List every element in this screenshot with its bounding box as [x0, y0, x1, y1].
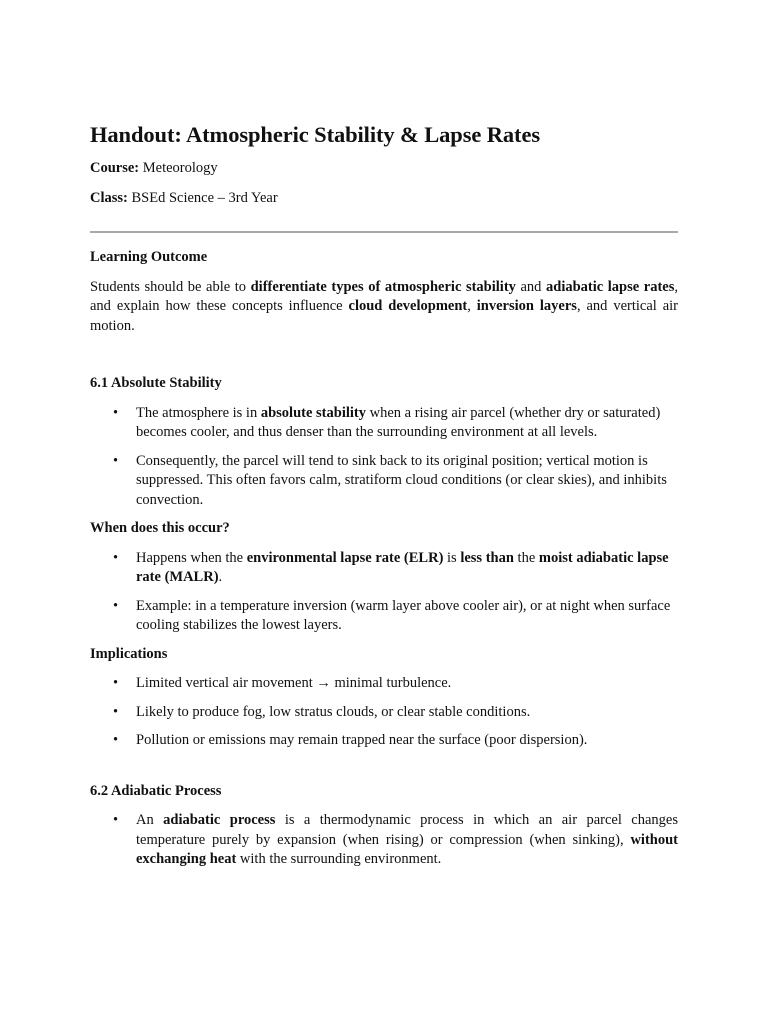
- text-run: An: [136, 812, 164, 828]
- text-run: Limited vertical air movement → minimal turbulence.: [136, 675, 452, 691]
- implications-heading: Implications: [90, 645, 168, 662]
- document-body: [90, 248, 678, 870]
- bullet-icon: •: [113, 703, 119, 720]
- list-item: [90, 811, 678, 870]
- adiabatic-list: [90, 811, 678, 870]
- implications-list: [90, 674, 678, 751]
- list-item: [90, 452, 678, 511]
- text-run: Pollution or emissions may remain trapped near the surface (poor dispersion).: [136, 732, 588, 748]
- text-run: is a thermodynamic process in which an air parcel changes temperature purely by expansion (when rising) or compression (when sinking),: [136, 812, 678, 848]
- bullet-icon: •: [113, 404, 119, 421]
- bullet-icon: •: [113, 597, 119, 614]
- bullet-icon: •: [113, 452, 119, 469]
- bold-run: adiabatic lapse rates: [546, 278, 675, 295]
- text-run: Example: in a temperature inversion (warm layer above cooler air), or at night when surface cooling stabilizes the lowest layers.: [136, 597, 671, 633]
- section-6-1-heading: 6.1 Absolute Stability: [90, 375, 222, 391]
- list-item: [90, 674, 678, 694]
- text-run: is: [443, 549, 461, 566]
- list-item: [90, 703, 678, 723]
- when-list: [90, 549, 678, 636]
- bold-run: inversion layers: [476, 298, 577, 314]
- list-item: [90, 549, 678, 588]
- text-run: , and explain how these concepts influence: [90, 278, 678, 314]
- bold-run: differentiate types of atmospheric stability: [250, 278, 516, 295]
- class-line: [90, 190, 278, 207]
- learning-outcome-paragraph: [90, 278, 678, 337]
- text-run: ,: [467, 298, 477, 314]
- text-run: Students should be able to: [90, 278, 251, 295]
- bold-run: adiabatic process: [163, 812, 276, 828]
- text-run: and: [515, 278, 546, 295]
- list-item: [90, 597, 678, 636]
- bold-run: moist adiabatic lapse rate (MALR): [136, 549, 669, 585]
- bullet-icon: •: [113, 549, 119, 566]
- absolute-stability-list: [90, 404, 678, 511]
- text-run: .: [218, 569, 223, 585]
- class-value: BSEd Science – 3rd Year: [127, 190, 278, 206]
- bold-run: less than: [460, 549, 514, 566]
- divider: [90, 231, 678, 233]
- bold-run: absolute stability: [260, 404, 366, 421]
- learning-outcome-heading: Learning Outcome: [90, 249, 208, 265]
- text-run: , and vertical air motion.: [90, 298, 679, 334]
- bullet-icon: •: [113, 732, 119, 748]
- section-6-2-heading: 6.2 Adiabatic Process: [90, 782, 222, 799]
- bullet-icon: •: [113, 675, 119, 691]
- text-run: Likely to produce fog, low stratus clouds, or clear stable conditions.: [136, 703, 531, 720]
- text-run: Consequently, the parcel will tend to sink back to its original position; vertical motion is suppressed. This often favors calm, stratiform cloud conditions (or clear skies), and inhibits convection.: [136, 452, 667, 508]
- text-run: The atmosphere is in: [136, 404, 261, 421]
- course-value: Meteorology: [139, 160, 218, 176]
- text-run: the: [513, 549, 539, 566]
- bold-run: without exchanging heat: [136, 831, 678, 867]
- bold-run: cloud development: [348, 298, 468, 314]
- bold-run: environmental lapse rate (ELR): [246, 549, 444, 566]
- course-label: Course:: [90, 160, 140, 176]
- class-label: Class:: [90, 190, 128, 206]
- text-run: Happens when the: [136, 549, 247, 566]
- course-line: [90, 160, 218, 177]
- document-title: Handout: Atmospheric Stability & Lapse Rates: [90, 122, 540, 147]
- list-item: [90, 404, 678, 443]
- list-item: [90, 731, 678, 751]
- text-run: when a rising air parcel (whether dry or saturated) becomes cooler, and thus denser than the surrounding environment at all levels.: [136, 404, 661, 440]
- bullet-icon: •: [113, 812, 119, 828]
- text-run: with the surrounding environment.: [236, 851, 442, 867]
- when-heading: When does this occur?: [90, 520, 230, 536]
